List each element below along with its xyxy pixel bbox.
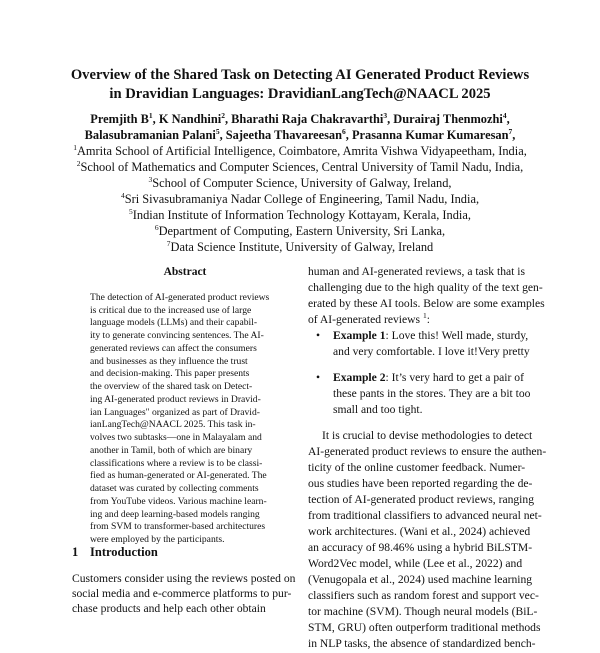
affiliation-mark: 2 [76, 159, 81, 168]
abstract-line: ianLangTech@NAACL 2025. This task in- [90, 419, 256, 430]
affiliation [40, 159, 560, 175]
author-separator: , [219, 128, 226, 142]
example-2-line [333, 370, 524, 387]
abstract-line: fied as human-generated or AI-generated. The [90, 470, 267, 481]
examples-intro-colon: : [426, 313, 430, 326]
right-column-line: from traditional classifiers to advanced neural net- [308, 509, 542, 522]
affiliation-text: Indian Institute of Information Technology Kottayam, Kerala, India, [132, 208, 471, 222]
bullet-icon: • [316, 371, 321, 384]
right-column-line [308, 312, 430, 329]
abstract-line: The detection of AI-generated product reviews [90, 292, 270, 303]
paper-title-line-2: in Dravidian Languages: DravidianLangTech@NAACL 2025 [109, 86, 491, 102]
example-1-label: Example 1 [333, 329, 386, 342]
example-2-text: : It’s very hard to get a pair of [385, 371, 524, 384]
author-separator: , [152, 112, 159, 126]
bullet-icon: • [316, 329, 321, 342]
author-affiliation-mark: 7 [508, 127, 513, 136]
author-affiliation-mark: 2 [221, 111, 225, 120]
paper-title-line-1: Overview of the Shared Task on Detecting AI Generated Product Reviews [70, 67, 530, 83]
author-line-1 [40, 111, 560, 127]
affiliation-text: Department of Computing, Eastern University, Sri Lanka, [158, 224, 446, 238]
author-affiliation-mark: 1 [148, 111, 153, 120]
author-name: K Nandhini [158, 112, 222, 126]
affiliation [40, 143, 560, 159]
abstract-line: generated reviews can affect the consumers [90, 343, 257, 354]
abstract-line: from SVM to transformer-based architectures [90, 521, 266, 532]
abstract-line: is critical due to the increased use of large [90, 305, 252, 316]
right-column-line: challenging due to the high quality of the text gen- [308, 281, 543, 294]
author-affiliation-mark: 5 [215, 127, 220, 136]
affiliation [40, 207, 560, 223]
right-column-line: tection of AI-generated product reviews, ranging [308, 493, 534, 506]
affiliation [40, 175, 560, 191]
example-2-line: small and too tight. [333, 403, 423, 416]
affiliation-mark: 7 [166, 239, 171, 248]
author-name: Sajeetha Thavareesan [225, 128, 343, 142]
abstract-heading: Abstract [163, 266, 207, 278]
right-column-line: work architectures. (Wani et al., 2024) achieved [308, 525, 531, 538]
affiliation-mark: 1 [73, 143, 77, 152]
right-column-line: tor machine (SVM). Though neural models (BiL- [308, 605, 538, 618]
right-column-line: human and AI-generated reviews, a task that is [308, 265, 525, 278]
author-name: Bharathi Raja Chakravarthi [231, 112, 384, 126]
right-column-line: Word2Vec model, while (Lee et al., 2022) and [308, 557, 523, 570]
section-title: Introduction [90, 545, 158, 559]
abstract-line: from YouTube videos. Various machine learn- [90, 496, 267, 507]
example-1-text: : Love this! Well made, sturdy, [385, 329, 529, 342]
right-column-line: ous studies have been reported regarding the de- [308, 477, 533, 490]
right-column-line: an accuracy of 98.46% using a hybrid BiLSTM- [308, 541, 533, 554]
affiliation-text: Amrita School of Artificial Intelligence, Coimbatore, Amrita Vishwa Vidyapeetham, India, [76, 144, 527, 158]
right-column-line: classifiers such as random forest and support vec- [308, 589, 539, 602]
author-separator: , [224, 112, 232, 126]
abstract-line: and decision-making. This paper presents [90, 368, 250, 379]
section-number: 1 [72, 545, 79, 559]
author-separator: , [345, 128, 352, 142]
abstract-line: language models (LLMs) and their capabil- [90, 317, 258, 328]
abstract-line: ian Languages" organized as part of Dravid- [90, 407, 260, 418]
author-separator: , [512, 128, 516, 142]
affiliation-mark: 5 [129, 207, 133, 216]
author-line-2 [40, 127, 560, 143]
affiliation-text: Sri Sivasubramaniya Nadar College of Engineering, Tamil Nadu, India, [124, 192, 480, 206]
footnote-mark: 1 [422, 311, 427, 320]
right-column-line: STM, GRU) often outperform traditional methods [308, 621, 541, 634]
author-name: Premjith B [90, 112, 149, 126]
affiliation-text: School of Mathematics and Computer Sciences, Central University of Tamil Nadu, India, [80, 160, 524, 174]
right-column-line: erated by these AI tools. Below are some examples [308, 297, 545, 310]
affiliation [40, 191, 560, 207]
affiliation-mark: 3 [148, 175, 153, 184]
right-column-line: ticity of the online customer feedback. Numer- [308, 461, 526, 474]
abstract-line: ing and deep learning-based models ranging [90, 509, 260, 520]
example-1-line: and very comfortable. I love it!Very pretty [333, 345, 530, 358]
affiliation [40, 223, 560, 239]
example-2-label: Example 2 [333, 371, 386, 384]
abstract-line: and businesses as they influence the trust [90, 356, 248, 367]
author-name: Prasanna Kumar Kumaresan [351, 128, 509, 142]
example-2-line: these pants in the stores. They are a bit too [333, 387, 531, 400]
examples-intro-text: of AI-generated reviews [308, 313, 421, 326]
affiliation-mark: 4 [120, 191, 125, 200]
abstract-line: classifications where a review is to be classi- [90, 458, 263, 469]
author-separator: , [506, 112, 510, 126]
author-affiliation-mark: 3 [383, 111, 388, 120]
affiliation-mark: 6 [154, 223, 159, 232]
abstract-line: ing AI-generated product reviews in Dravid- [90, 394, 261, 405]
author-separator: , [387, 112, 394, 126]
affiliation [40, 239, 560, 255]
right-column-line: (Venugopala et al., 2024) used machine learning [308, 573, 533, 586]
author-name: Durairaj Thenmozhi [393, 112, 503, 126]
affiliation-text: Data Science Institute, University of Galway, Ireland [170, 240, 434, 254]
abstract-line: ity to generate convincing sentences. The AI- [90, 330, 264, 341]
section-heading-introduction [72, 545, 158, 560]
right-column-line: AI-generated product reviews to ensure the authen- [308, 445, 547, 458]
abstract-line: the overview of the shared task on Detect- [90, 381, 253, 392]
intro-line: social media and e-commerce platforms to pur- [72, 587, 292, 600]
abstract-line: were employed by the participants. [90, 534, 225, 545]
author-affiliation-mark: 4 [502, 111, 507, 120]
abstract-line: another in Tamil, both of which are binary [90, 445, 253, 456]
author-affiliation-mark: 6 [342, 127, 346, 136]
author-name: Balasubramanian Palani [84, 128, 216, 142]
right-column-line: in NLP tasks, the absence of standardized bench- [308, 637, 536, 650]
affiliation-text: School of Computer Science, University of Galway, Ireland, [152, 176, 452, 190]
intro-line: chase products and help each other obtain [72, 602, 266, 615]
example-1-line [333, 328, 528, 345]
right-column-line: It is crucial to devise methodologies to detect [322, 429, 533, 442]
abstract-line: dataset was curated by collecting comments [90, 483, 259, 494]
intro-line: Customers consider using the reviews posted on [72, 572, 296, 585]
abstract-line: volves two subtasks—one in Malayalam and [90, 432, 262, 443]
